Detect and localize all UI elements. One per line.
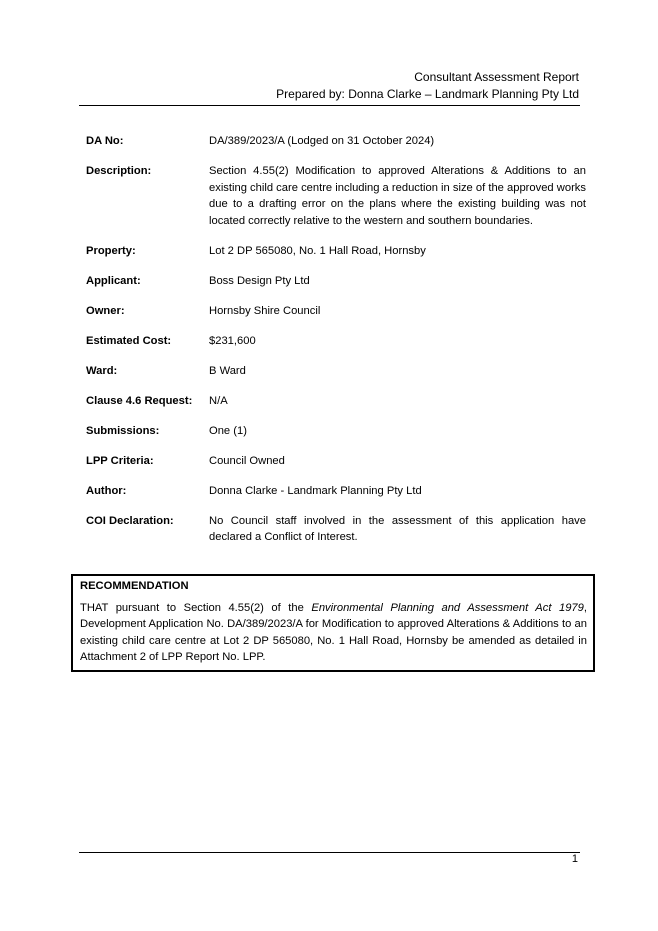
- detail-label: Submissions:: [86, 424, 160, 437]
- detail-value: Council Owned: [209, 454, 285, 467]
- detail-value: Lot 2 DP 565080, No. 1 Hall Road, Hornsby: [209, 244, 426, 257]
- detail-label: Property:: [86, 244, 136, 257]
- detail-value: No Council staff involved in the assessment of this application have declared a Conflict of Interest.: [209, 514, 586, 543]
- detail-label: Ward:: [86, 364, 118, 377]
- detail-label: DA No:: [86, 135, 124, 147]
- page-number: 1: [571, 853, 578, 865]
- recommendation-title: RECOMMENDATION: [80, 580, 189, 592]
- detail-row-property: [86, 243, 586, 260]
- application-details: [86, 133, 586, 559]
- recommendation-text-start: THAT pursuant to Section 4.55(2) of the: [80, 601, 312, 614]
- detail-label: Clause 4.6 Request:: [86, 394, 193, 407]
- detail-row-owner: [86, 303, 586, 320]
- detail-row-description: [86, 163, 586, 229]
- detail-value: Boss Design Pty Ltd: [209, 274, 310, 287]
- recommendation-text: [80, 600, 587, 666]
- detail-value: Hornsby Shire Council: [209, 304, 321, 317]
- detail-row-submissions: [86, 423, 586, 440]
- recommendation-box: [71, 574, 595, 672]
- detail-label: Estimated Cost:: [86, 334, 172, 347]
- detail-row-da-no: [86, 133, 586, 150]
- detail-row-clause-request: [86, 393, 586, 410]
- detail-row-coi-declaration: [86, 513, 586, 546]
- detail-row-author: [86, 483, 586, 500]
- detail-row-lpp-criteria: [86, 453, 586, 470]
- detail-label: COI Declaration:: [86, 514, 174, 527]
- recommendation-text-end: , Development Application No. DA/389/2023/A for Modification to approved Alterations & Additions to an existing child care centre at Lot 2 DP 565080, No. 1 Hall Road, Hornsby be amended as detailed in Attachment 2 of LPP Report No. LPP.: [80, 601, 587, 663]
- footer-divider: [79, 852, 580, 853]
- detail-row-estimated-cost: [86, 333, 586, 350]
- detail-row-ward: [86, 363, 586, 380]
- detail-value: Section 4.55(2) Modification to approved Alterations & Additions to an existing child care centre including a reduction in size of the approved works due to a drafting error on the plans where the existing building was not located correctly relative to the western and southern boundaries.: [209, 165, 586, 227]
- detail-value: B Ward: [209, 364, 246, 377]
- detail-value: N/A: [209, 394, 228, 407]
- report-header: [276, 69, 579, 103]
- detail-label: Owner:: [86, 304, 125, 317]
- detail-value: $231,600: [209, 334, 256, 347]
- detail-label: Description:: [86, 165, 152, 177]
- detail-row-applicant: [86, 273, 586, 290]
- detail-value: DA/389/2023/A (Lodged on 31 October 2024): [209, 135, 435, 147]
- prepared-by: Prepared by: Donna Clarke – Landmark Planning Pty Ltd: [276, 87, 579, 101]
- header-divider: [79, 105, 580, 106]
- detail-label: Applicant:: [86, 274, 141, 287]
- detail-value: One (1): [209, 424, 247, 437]
- detail-label: LPP Criteria:: [86, 454, 154, 467]
- detail-value: Donna Clarke - Landmark Planning Pty Ltd: [209, 484, 422, 497]
- detail-label: Author:: [86, 484, 127, 497]
- report-title: Consultant Assessment Report: [414, 70, 579, 84]
- act-name: Environmental Planning and Assessment Act 1979: [311, 601, 584, 614]
